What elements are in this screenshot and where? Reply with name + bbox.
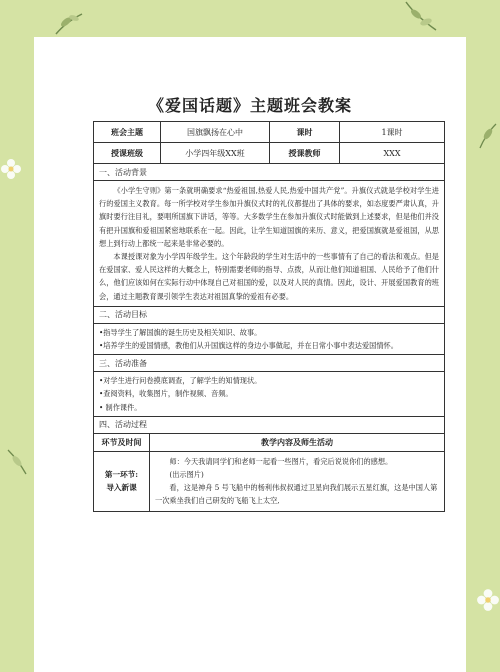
list-item: •指导学生了解国旗的诞生历史及相关知识、故事。	[99, 327, 262, 337]
leaf-sprig-icon	[52, 8, 86, 38]
leaf-sprig-icon	[396, 0, 446, 34]
goals-list	[94, 324, 403, 354]
section-heading-row	[94, 164, 444, 181]
section-heading: 一、活动背景	[99, 167, 147, 177]
paragraph: 本课授课对象为小学四年级学生。这个年龄段的学生对生活中的一些事情有了自己的看法和观点。但是在爱国家、爱人民这样的大概念上，特别需要老师的指导、点拨，从而让他们知道祖国、人民给予了他们什么，他们应该如何在实际行动中体现自己对祖国的爱，以及对人民的真情。因此，设计、开展爱国教育的班会，通过主题教育课引领学生表达对祖国真挚的爱祖有必要。	[99, 252, 439, 301]
flower-icon	[476, 588, 500, 612]
step-content	[150, 452, 444, 511]
paragraph: 《小学生守则》第一条就明确要求“热爱祖国,热爱人民,热爱中国共产党”。升旗仪式就是学校对学生进行的爱国主义教育。每一所学校对学生参加升旗仪式时的礼仪都提出了具体的要求，如态度要严肃认真，升旗时要行注目礼，要唱所国旗下讲话，等等。大多数学生在参加升旗仪式时能做到上述要求，但是他们并没有把升国旗和爱祖国紧密地联系在一起。因此，让学生知道国旗的来历、意义，把爱国旗就是爱祖国，从思想上到行动上都统一起来是非常必要的。	[99, 186, 439, 248]
paragraph: 师：今天我请同学们和老师一起看一些图片，看完后说说你们的感想。	[169, 456, 393, 466]
section-heading-row	[94, 417, 444, 434]
paragraph: 看，这是神舟 5 号飞船中的杨利伟叔叔通过卫星向我们展示五星红旗，这是中国人第一次乘坐我们自己研发的飞船飞上太空,	[155, 483, 438, 506]
info-row	[94, 143, 444, 164]
info-label: 课时	[270, 122, 340, 142]
list-item: •查阅资料，收集图片，制作视频、音频。	[99, 389, 233, 399]
section-body-row	[94, 372, 444, 417]
section-heading: 三、活动准备	[99, 358, 147, 368]
section-heading: 二、活动目标	[99, 310, 147, 320]
flower-icon	[0, 158, 22, 180]
list-item: •培养学生的爱国情感，教他们从升国旗这样的身边小事做起，并在日常小事中表达爱国情怀。	[99, 341, 398, 351]
document-title: 《爱国话题》主题班会教案	[147, 96, 352, 115]
background-text	[94, 181, 444, 306]
process-header-row	[94, 434, 444, 452]
info-label: 授课教师	[270, 143, 340, 163]
info-value: 1课时	[381, 127, 403, 137]
process-row	[94, 452, 444, 511]
list-item: •对学生进行问卷摸底调查，了解学生的知情现状。	[99, 376, 262, 386]
list-item: • 制作课件。	[99, 402, 142, 412]
section-body-row	[94, 181, 444, 307]
section-heading: 四、活动过程	[99, 420, 147, 430]
step-label	[94, 452, 150, 511]
info-value: XXX	[383, 148, 401, 158]
lesson-plan-table	[93, 121, 445, 512]
info-label: 班会主题	[94, 122, 161, 142]
step-label-line: 导入新课	[106, 483, 137, 493]
info-row	[94, 122, 444, 143]
leaf-icon	[476, 120, 500, 150]
section-heading-row	[94, 307, 444, 324]
document-page	[34, 37, 466, 672]
info-value: 小学四年级XX班	[161, 143, 270, 163]
paragraph: (出示图片)	[169, 470, 204, 480]
leaf-icon	[4, 446, 30, 476]
info-label: 授课班级	[94, 143, 161, 163]
prep-list	[94, 372, 266, 416]
column-header: 环节及时间	[94, 434, 150, 451]
column-header: 教学内容及师生活动	[261, 436, 333, 447]
section-body-row	[94, 324, 444, 355]
step-label-line: 第一环节:	[104, 470, 139, 480]
section-heading-row	[94, 355, 444, 372]
info-value: 国旗飘扬在心中	[161, 122, 270, 142]
